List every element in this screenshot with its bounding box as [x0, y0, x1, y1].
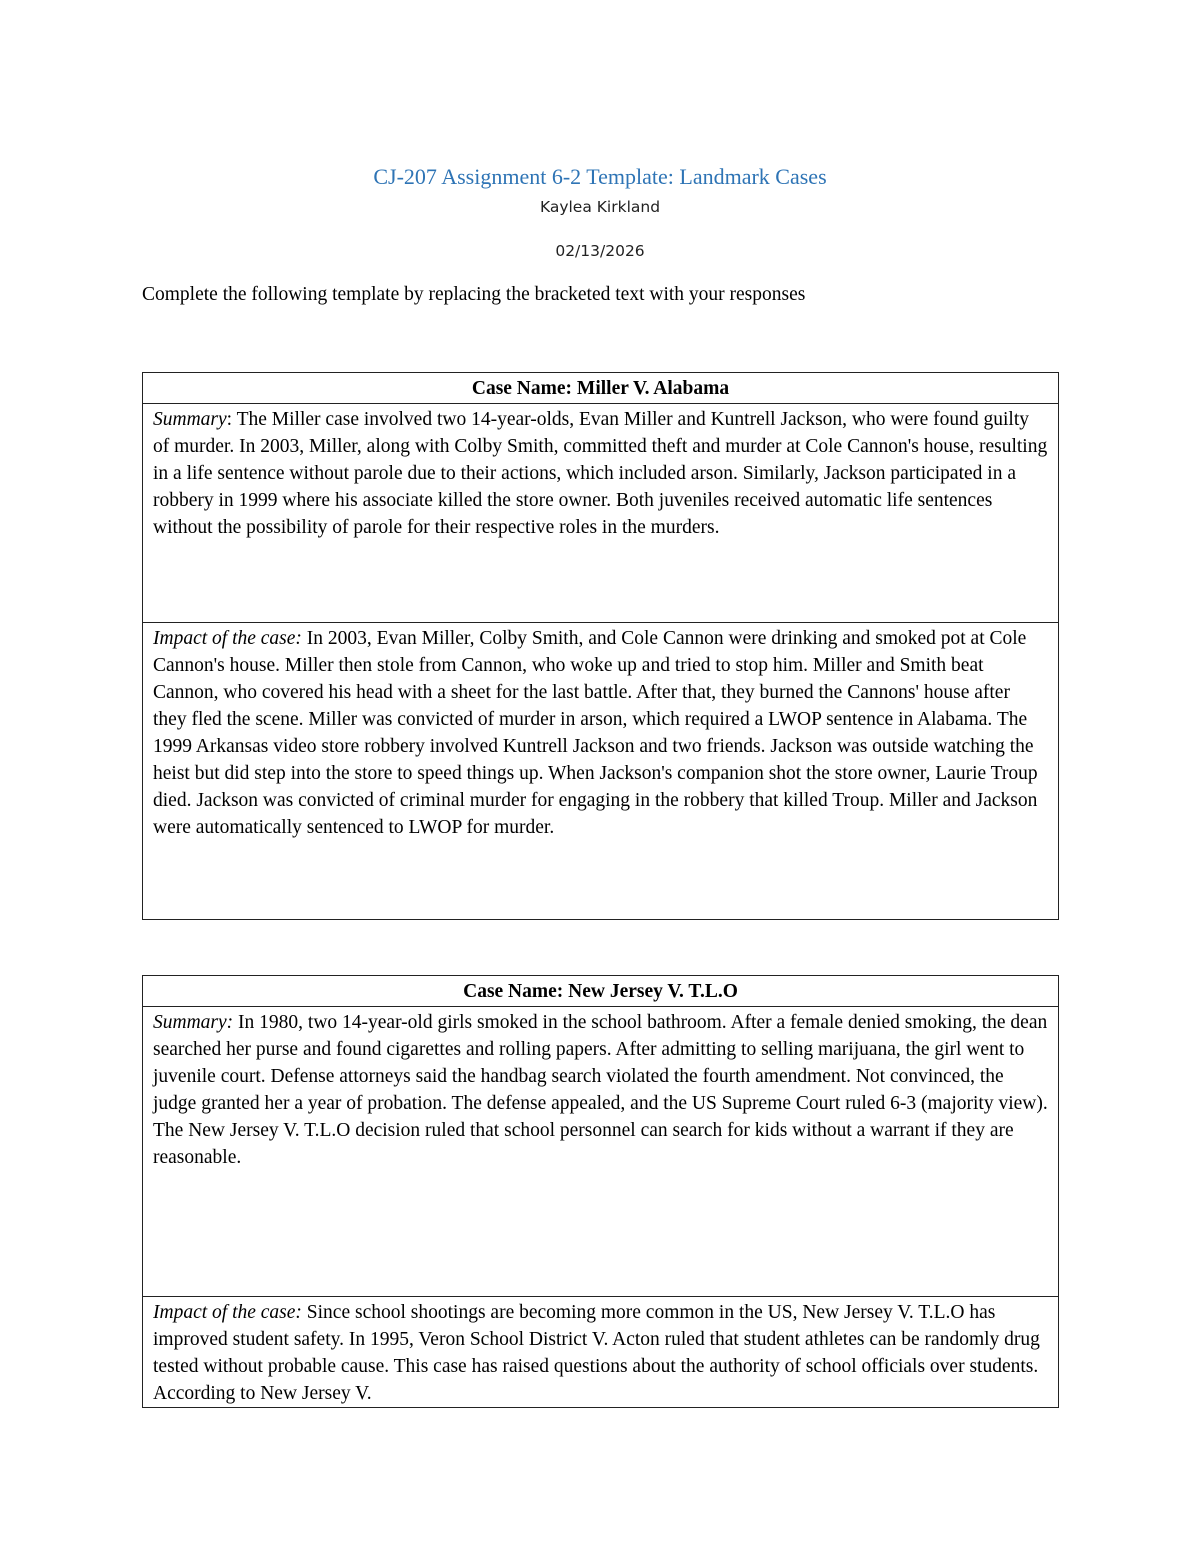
summary-text: : The Miller case involved two 14-year-olds, Evan Miller and Kuntrell Jackson, who were found guilty of murder. In 2003, Miller, along with Colby Smith, committed theft and murder at Cole Cannon's house, resulting in a life sentence without parole due to their actions, which included arson. Similarly, Jackson participated in a robbery in 1999 where his associate killed the store owner. Both juveniles received automatic life sentences without the possibility of parole for their respective roles in the murders.	[153, 409, 1048, 538]
summary-label: Summary:	[153, 1012, 234, 1033]
case-table-tlo	[142, 975, 1059, 1408]
author-name: Kaylea Kirkland	[539, 198, 661, 216]
case-header-row	[143, 373, 1059, 404]
impact-text: Since school shootings are becoming more common in the US, New Jersey V. T.L.O has improved student safety. In 1995, Veron School District V. Acton ruled that student athletes can be randomly drug tested without probable cause. This case has raised questions about the authority of school officials over students. According to New Jersey V.	[153, 1302, 1040, 1404]
impact-clip	[153, 1299, 1048, 1407]
case-impact-cell	[143, 623, 1059, 920]
case-impact-row	[143, 623, 1059, 920]
case-summary-row	[143, 1007, 1059, 1297]
case-header-row	[143, 976, 1059, 1007]
impact-label: Impact of the case:	[153, 1302, 302, 1323]
case-impact-cell	[143, 1297, 1059, 1408]
case-summary-row	[143, 404, 1059, 623]
case-name-header: Case Name: New Jersey V. T.L.O	[143, 976, 1059, 1007]
impact-text: In 2003, Evan Miller, Colby Smith, and Cole Cannon were drinking and smoked pot at Cole Cannon's house. Miller then stole from Cannon, who woke up and tried to stop him. Miller and Smith beat Cannon, who covered his head with a sheet for the last battle. After that, they burned the Cannons' house after they fled the scene. Miller was convicted of murder in arson, which required a LWOP sentence in Alabama. The 1999 Arkansas video store robbery involved Kuntrell Jackson and two friends. Jackson was outside watching the heist but did step into the store to speed things up. When Jackson's companion shot the store owner, Laurie Troup died. Jackson was convicted of criminal murder for engaging in the robbery that killed Troup. Miller and Jackson were automatically sentenced to LWOP for murder.	[153, 628, 1038, 838]
document-date: 02/13/2026	[555, 242, 645, 260]
instructions-text: Complete the following template by replacing the bracketed text with your responses	[142, 284, 806, 305]
case-summary-cell	[143, 404, 1059, 623]
summary-text: In 1980, two 14-year-old girls smoked in the school bathroom. After a female denied smoking, the dean searched her purse and found cigarettes and rolling papers. After admitting to selling marijuana, the girl went to juvenile court. Defense attorneys said the handbag search violated the fourth amendment. Not convinced, the judge granted her a year of probation. The defense appealed, and the US Supreme Court ruled 6-3 (majority view). The New Jersey V. T.L.O decision ruled that school personnel can search for kids without a warrant if they are reasonable.	[153, 1012, 1048, 1168]
impact-label: Impact of the case:	[153, 628, 302, 649]
case-name-header: Case Name: Miller V. Alabama	[143, 373, 1059, 404]
document-title: CJ-207 Assignment 6-2 Template: Landmark Cases	[373, 164, 827, 189]
case-impact-row	[143, 1297, 1059, 1408]
case-table-miller	[142, 372, 1059, 920]
summary-label: Summary	[153, 409, 227, 430]
case-summary-cell	[143, 1007, 1059, 1297]
